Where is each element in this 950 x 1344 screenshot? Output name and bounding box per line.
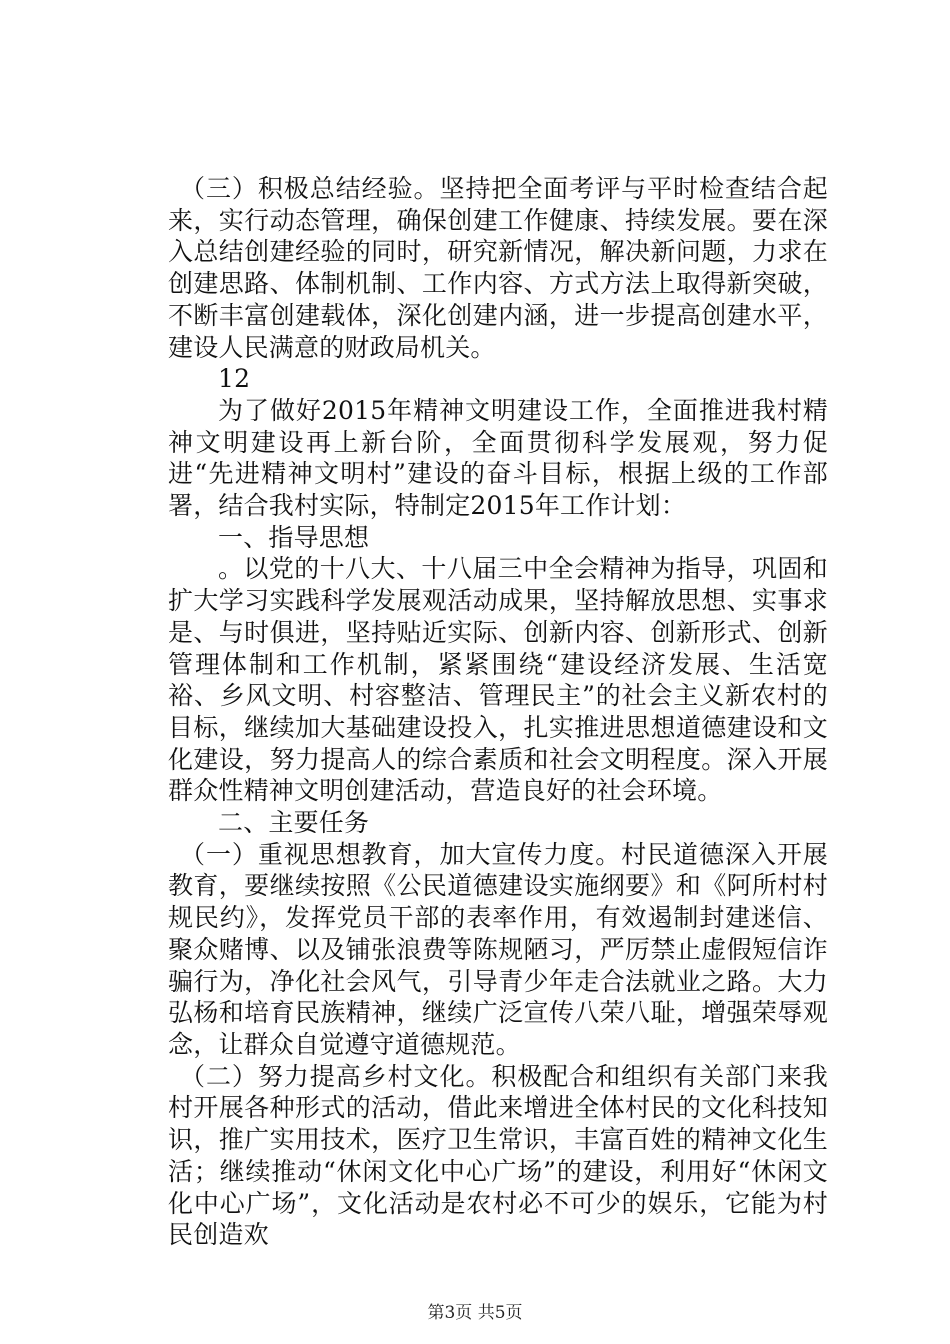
paragraph-intro-2015-plan: 为了做好2015年精神文明建设工作，全面推进我村精神文明建设再上新台阶，全面贯彻科学发展观，努力促进“先进精神文明村”建设的奋斗目标，根据上级的工作部署，结合我村实际，特制定2015年工作计划：: [168, 395, 828, 521]
heading-guiding-ideology: 一、指导思想: [218, 522, 370, 552]
paragraph-task-ideological-education: （一）重视思想教育，加大宣传力度。村民道德深入开展教育，要继续按照《公民道德建设实施纲要》和《阿所村村规民约》，发挥党员干部的表率作用，有效遏制封建迷信、聚众赌博、以及铺张浪费等陈规陋习，严厉禁止虚假短信诈骗行为，净化社会风气，引导青少年走合法就业之路。大力弘杨和培育民族精神，继续广泛宣传八荣八耻，增强荣辱观念，让群众自觉遵守道德规范。: [168, 839, 828, 1059]
page-number-fragment: 12: [218, 364, 251, 394]
paragraph-summarize-experience: （三）积极总结经验。坚持把全面考评与平时检查结合起来，实行动态管理，确保创建工作健康、持续发展。要在深入总结创建经验的同时，研究新情况，解决新问题，力求在创建思路、体制机制、工作内容、方式方法上取得新突破，不断丰富创建载体，深化创建内涵，进一步提高创建水平，建设人民满意的财政局机关。: [168, 174, 828, 362]
paragraph-guiding-ideology: 。以党的十八大、十八届三中全会精神为指导，巩固和扩大学习实践科学发展观活动成果，坚持解放思想、实事求是、与时俱进，坚持贴近实际、创新内容、创新形式、创新管理体制和工作机制，紧紧围绕“建设经济发展、生活宽裕、乡风文明、村容整洁、管理民主”的社会主义新农村的目标，继续加大基础建设投入，扎实推进思想道德建设和文化建设，努力提高人的综合素质和社会文明程度。深入开展群众性精神文明创建活动，营造良好的社会环境。: [168, 554, 828, 806]
heading-main-tasks: 二、主要任务: [218, 808, 370, 838]
document-body: [168, 173, 828, 1251]
paragraph-task-rural-culture: （二）努力提高乡村文化。积极配合和组织有关部门来我村开展各种形式的活动，借此来增进全体村民的文化科技知识，推广实用技术，医疗卫生常识，丰富百姓的精神文化生活；继续推动“休闲文化中心广场”的建设，利用好“休闲文化中心广场”，文化活动是农村必不可少的娱乐，它能为村民创造欢: [168, 1061, 828, 1250]
page-footer: 第3页 共5页: [427, 1303, 523, 1323]
